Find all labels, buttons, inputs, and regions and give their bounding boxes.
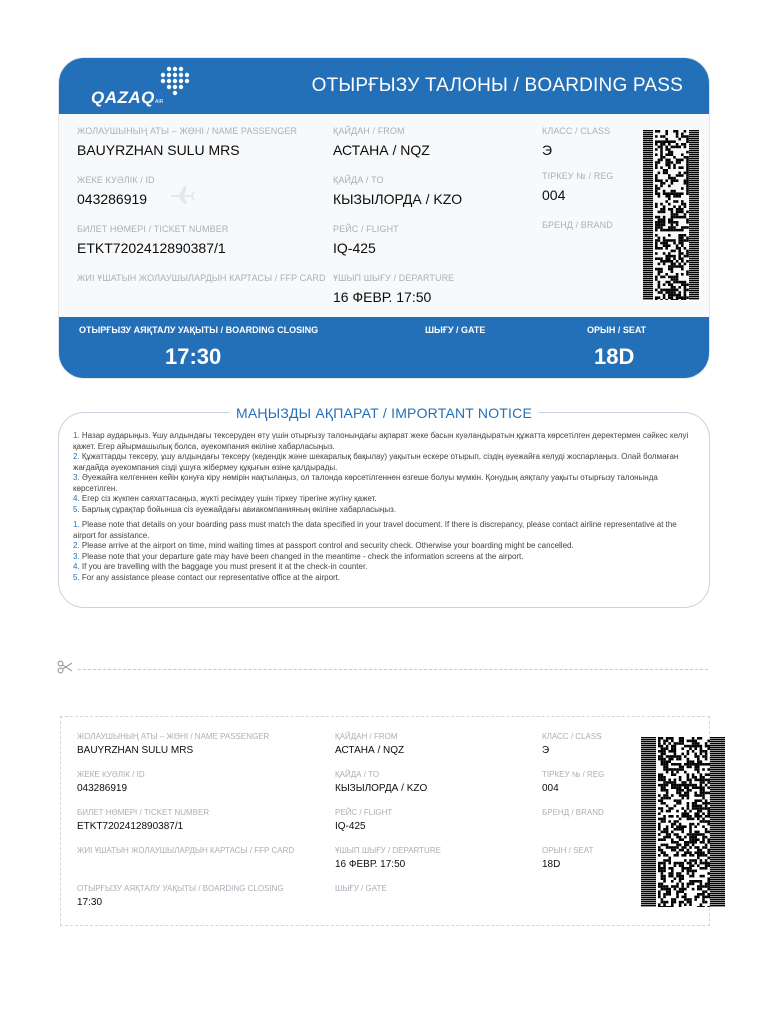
notice-english: [73, 520, 701, 583]
notice-item: [73, 573, 701, 584]
stub-barcode-icon: [641, 737, 725, 907]
page-title: ОТЫРҒЫЗУ ТАЛОНЫ / BOARDING PASS: [311, 75, 683, 96]
notice-item-number: 4.: [73, 494, 82, 503]
notice-item-number: 2.: [73, 452, 82, 461]
stub-ffp-card-field: ЖИІ ҰШАТЫН ЖОЛАУШЫЛАРДЫН КАРТАСЫ / FFP CARD: [77, 846, 295, 855]
notice-title: МАҢЫЗДЫ АҚПАРАТ / IMPORTANT NOTICE: [59, 405, 709, 423]
notice-item-number: 3.: [73, 473, 82, 482]
id-field: ЖЕКЕ КУӘЛІК / ID 043286919: [77, 175, 155, 207]
stub-ticket-number-field: БИЛЕТ НӨМЕРІ / TICKET NUMBER ETKT7202412890387/1: [77, 808, 210, 832]
notice-item-number: 3.: [73, 551, 82, 561]
card-footer: [59, 317, 709, 379]
notice-item: [73, 562, 701, 573]
class-field: КЛАСС / CLASS Э: [542, 126, 611, 158]
stub-brand-field: БРЕНД / BRAND: [542, 808, 604, 817]
notice-item-number: 2.: [73, 541, 82, 550]
stub-flight-field: РЕЙС / FLIGHT IQ-425: [335, 808, 393, 832]
gate-label: ШЫҒУ / GATE: [425, 325, 486, 335]
plane-watermark-icon: [169, 183, 195, 205]
notice-item-text: If you are travelling with the baggage you must present it at the check-in counter.: [81, 562, 368, 571]
stub-departure-field: ҰШЫП ШЫҒУ / DEPARTURE 16 ФЕВР. 17:50: [335, 846, 441, 870]
notice-item: [73, 505, 701, 516]
stub-gate-field: ШЫҒУ / GATE: [335, 884, 387, 893]
stub-reg-field: ТІРКЕУ № / REG 004: [542, 770, 605, 794]
notice-item: [73, 494, 701, 505]
cut-line: [78, 669, 708, 670]
boarding-closing-label: ОТЫРҒЫЗУ АЯҚТАЛУ УАҚЫТЫ / BOARDING CLOSING: [79, 325, 319, 335]
stub-to-field: ҚАЙДА / TO КЫЗЫЛОРДА / KZO: [335, 770, 428, 794]
seat-label: ОРЫН / SEAT: [587, 325, 647, 335]
notice-item: [73, 473, 701, 494]
notice-item-text: Әуежайға келгеннен кейін қонуға кіру нөмірін нақтылаңыз, ол талонда көрсетілгеннен өзгеше болуы мүмкін. Қонудың аяқталу уақыты отырғызу талонында көрсетілген.: [73, 473, 658, 493]
notice-item-number: 5.: [73, 572, 82, 582]
notice-item-number: 5.: [73, 504, 82, 514]
stub-seat-field: ОРЫН / SEAT 18D: [542, 846, 594, 870]
logo-subtext: AIR: [155, 99, 164, 105]
important-notice: [58, 405, 710, 608]
notice-item: [73, 541, 701, 552]
seat-value: 18D: [594, 344, 635, 369]
ticket-number-field: БИЛЕТ НӨМЕРІ / TICKET NUMBER ETKT7202412890387/1: [77, 224, 229, 256]
notice-item-text: For any assistance please contact our representative office at the airport.: [81, 572, 341, 582]
departure-field: ҰШЫП ШЫҒУ / DEPARTURE 16 ФЕВР. 17:50: [333, 273, 455, 305]
card-header: [59, 58, 709, 114]
brand-field: БРЕНД / BRAND: [542, 220, 613, 230]
passenger-name-field: ЖОЛАУШЫНЫҢ АТЫ – ЖӨНІ / NAME PASSENGER BAUYRZHAN SULU MRS: [77, 126, 298, 158]
stub-passenger-name-field: ЖОЛАУШЫНЫҢ АТЫ – ЖӨНІ / NAME PASSENGER BAUYRZHAN SULU MRS: [77, 732, 270, 756]
notice-item-text: Please arrive at the airport on time, mind waiting times at passport control and security check. Otherwise your boarding might be cancelled.: [81, 541, 574, 550]
flight-field: РЕЙС / FLIGHT IQ-425: [333, 224, 399, 256]
stub-boarding-closing-field: ОТЫРҒЫЗУ АЯҚТАЛУ УАҚЫТЫ / BOARDING CLOSING 17:30: [77, 884, 284, 908]
from-field: ҚАЙДАН / FROM АСТАНА / NQZ: [333, 126, 430, 158]
to-field: ҚАЙДА / TO КЫЗЫЛОРДА / KZO: [333, 175, 463, 207]
notice-item-text: Егер сіз жүкпен саяхаттасаңыз, жүкті ресімдеу үшін тіркеу тірегіне жүгіну қажет.: [81, 494, 377, 503]
reg-field: ТІРКЕУ № / REG 004: [542, 171, 614, 203]
ffp-card-field: ЖИІ ҰШАТЫН ЖОЛАУШЫЛАРДЫН КАРТАСЫ / FFP CARD: [77, 273, 326, 283]
boarding-pass-card: [58, 57, 710, 379]
notice-item-text: Барлық сұрақтар бойынша сіз әуежайдағы авиакомпанияның өкіліне хабарласыңыз.: [81, 504, 396, 514]
stub-from-field: ҚАЙДАН / FROM АСТАНА / NQZ: [335, 732, 405, 756]
notice-item-text: Құжаттарды тексеру, ұшу алдындағы тексеру (кедендік және шекаралық бақылау) уақытын ескере отырып, сіздің әуежайға келуді жоспарлаңыз. Олай болмаған жағдайда әуекомпания сізді ұшуға жібермеу құқығын өзіне қалдырады.: [73, 452, 679, 472]
notice-kazakh: [73, 431, 701, 515]
notice-item: [73, 520, 701, 541]
scissors-icon: [57, 660, 73, 674]
notice-item: [73, 552, 701, 563]
stub-class-field: КЛАСС / CLASS Э: [542, 732, 602, 756]
boarding-closing-value: 17:30: [165, 344, 222, 369]
notice-item-number: 1.: [73, 431, 82, 440]
notice-item: [73, 452, 701, 473]
notice-item-number: 4.: [73, 562, 82, 571]
notice-item-text: Назар аударыңыз. Ұшу алдындағы тексеруден өту үшін отырғызу талонындағы ақпарат жеке басын куәландыратын құжатта көрсетілген деректермен сәйкес келуі қажет. Егер айырмашылық болса, әуекомпания өкіліне хабарласыңыз.: [73, 431, 689, 451]
notice-item-number: 1.: [73, 520, 82, 529]
notice-item: [73, 431, 701, 452]
notice-body: [73, 431, 701, 583]
boarding-pass-stub: [60, 716, 710, 926]
notice-item-text: Please note that your departure gate may have been changed in the meantime - check the information screens at the airport.: [81, 551, 524, 561]
stub-id-field: ЖЕКЕ КУӘЛІК / ID 043286919: [77, 770, 145, 794]
airline-logo: [91, 66, 191, 108]
notice-item-text: Please note that details on your boarding pass must match the data specified in your travel document. If there is discrepancy, please contact airline representative at the airport for assistance.: [73, 520, 677, 540]
logo-wordmark: QAZAQ: [91, 88, 155, 107]
barcode-icon: [643, 130, 699, 300]
